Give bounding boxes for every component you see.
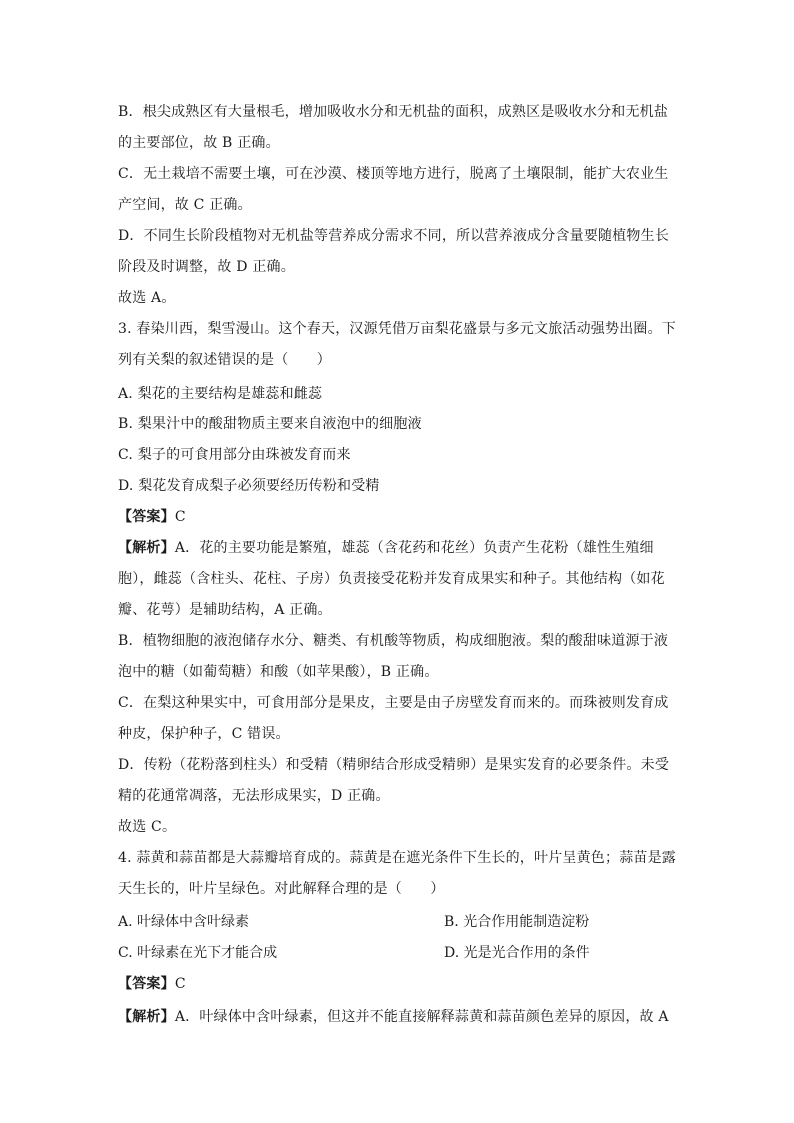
question-3-stem: 3. 春染川西，梨雪漫山。这个春天，汉源凭借万亩梨花盛景与多元文旅活动强势出圈。下 — [118, 321, 677, 337]
analysis-tag: 【解析】 — [118, 540, 175, 556]
text-line: 产空间，故 C 正确。 — [118, 197, 252, 213]
analysis-text: B．植物细胞的液泡储存水分、糖类、有机酸等物质，构成细胞液。梨的酸甜味道源于液 — [118, 633, 669, 649]
text-line: C．无土栽培不需要土壤，可在沙漠、楼顶等地方进行，脱离了土壤限制，能扩大农业生 — [118, 166, 669, 182]
analysis-text: C．在梨这种果实中，可食用部分是果皮，主要是由子房壁发育而来的。而珠被则发育成 — [118, 695, 669, 711]
q4-analysis — [118, 1007, 669, 1027]
text-line: 的主要部位，故 B 正确。 — [118, 135, 280, 151]
analysis-text: 精的花通常凋落，无法形成果实，D 正确。 — [118, 788, 390, 804]
text-line: B．根尖成熟区有大量根毛，增加吸收水分和无机盐的面积，成熟区是吸收水分和无机盐 — [118, 104, 669, 120]
analysis-tag: 【解析】 — [118, 1009, 175, 1025]
q3-option-d: D. 梨花发育成梨子必须要经历传粉和受精 — [118, 478, 380, 494]
q3-analysis — [118, 538, 654, 558]
q4-option-b: B. 光合作用能制造淀粉 — [444, 914, 590, 930]
analysis-text: D．传粉（花粉落到柱头）和受精（精卵结合形成受精卵）是果实发育的必要条件。未受 — [118, 757, 670, 773]
analysis-text: A．花的主要功能是繁殖，雄蕊（含花药和花丝）负责产生花粉（雄性生殖细 — [174, 540, 654, 556]
q4-answer — [118, 974, 186, 994]
analysis-text: A．叶绿体中含叶绿素，但这并不能直接解释蒜黄和蒜苗颜色差异的原因，故 A — [174, 1009, 669, 1025]
analysis-text: 瓣、花萼）是辅助结构，A 正确。 — [118, 602, 332, 618]
q3-answer — [118, 507, 186, 527]
text-line: 阶段及时调整，故 D 正确。 — [118, 259, 295, 275]
q3-option-b: B. 梨果汁中的酸甜物质主要来自液泡中的细胞液 — [118, 416, 422, 432]
answer-value: C — [174, 976, 186, 992]
text-line: 故选 A。 — [118, 290, 176, 306]
q3-option-c: C. 梨子的可食用部分由珠被发育而来 — [118, 447, 351, 463]
analysis-text: 泡中的糖（如葡萄糖）和酸（如苹果酸），B 正确。 — [118, 664, 439, 680]
question-4-stem: 天生长的，叶片呈绿色。对此解释合理的是（ ） — [118, 881, 445, 897]
answer-value: C — [174, 509, 186, 525]
question-4-stem: 4. 蒜黄和蒜苗都是大蒜瓣培育成的。蒜黄是在遮光条件下生长的，叶片呈黄色；蒜苗是露 — [118, 850, 677, 866]
q4-option-c: C. 叶绿素在光下才能合成 — [118, 945, 278, 961]
answer-tag: 【答案】 — [118, 976, 175, 992]
analysis-text: 故选 C。 — [118, 819, 177, 835]
q4-option-d: D. 光是光合作用的条件 — [444, 945, 590, 961]
answer-tag: 【答案】 — [118, 509, 175, 525]
question-3-stem: 列有关梨的叙述错误的是（ ） — [118, 352, 331, 368]
analysis-text: 种皮，保护种子，C 错误。 — [118, 726, 290, 742]
text-line: D．不同生长阶段植物对无机盐等营养成分需求不同，所以营养液成分含量要随植物生长 — [118, 228, 670, 244]
q4-option-a: A. 叶绿体中含叶绿素 — [118, 914, 250, 930]
q3-option-a: A. 梨花的主要结构是雄蕊和雌蕊 — [118, 386, 323, 402]
analysis-text: 胞），雌蕊（含柱头、花柱、子房）负责接受花粉并发育成果实和种子。其他结构（如花 — [118, 571, 665, 587]
